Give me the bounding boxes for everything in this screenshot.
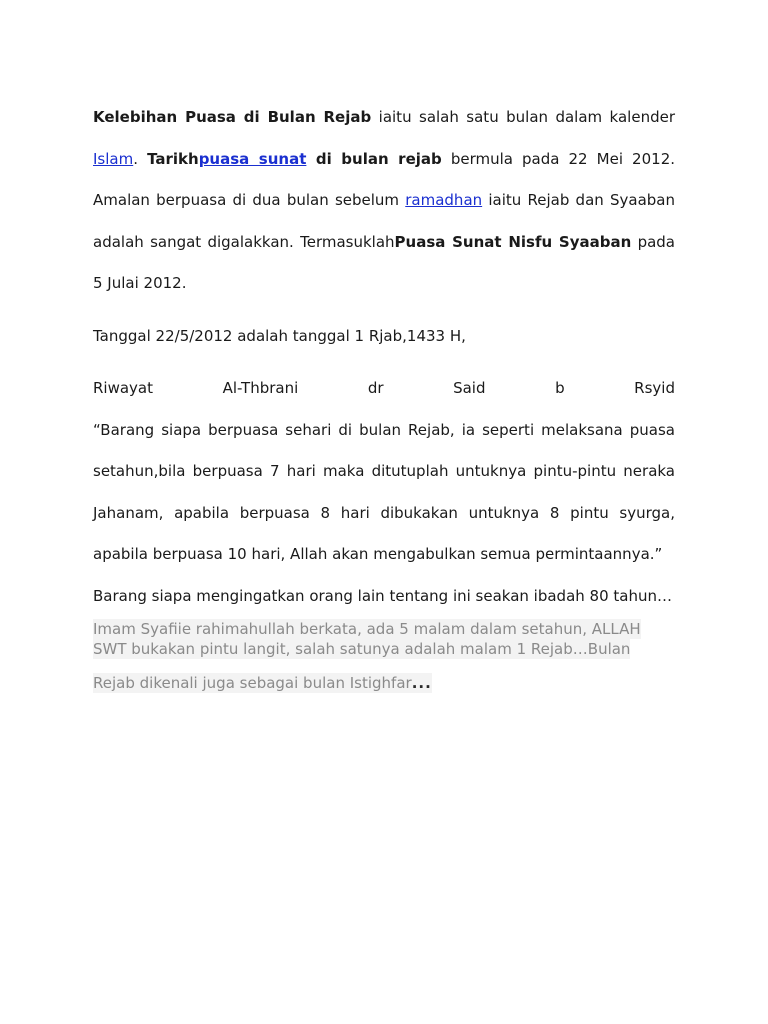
quote-line: SWT bukakan pintu langit, salah satunya adalah malam 1 Rejab…Bulan <box>93 640 631 658</box>
text-segment: iaitu Rejab dan Syaaban adalah sangat digalakkan. Termasuklah <box>93 191 675 251</box>
date-paragraph: Tanggal 22/5/2012 adalah tanggal 1 Rjab,1433 H, <box>93 326 466 345</box>
word: Rsyid <box>634 379 675 397</box>
text-segment: bermula pada 22 Mei 2012. Amalan berpuasa di dua bulan sebelum <box>93 149 675 209</box>
text-segment: pada 5 Julai 2012. <box>93 232 676 292</box>
islam-link[interactable]: Islam <box>93 149 134 168</box>
ellipsis: ... <box>411 674 432 692</box>
bold-title: Kelebihan Puasa di Bulan Rejab <box>93 108 372 126</box>
narration-line <box>93 368 675 410</box>
hadith-quote: “Barang siapa berpuasa sehari di bulan Rejab, ia seperti melaksana puasa setahun,bila berpuasa 7 hari maka ditutuplah untuknya pintu-pintu neraka Jahanam, apabila berpuasa 8 hari dibukakan untuknya 8 pintu syurga, apabila berpuasa 10 hari, Allah akan mengabulkan semua permintaannya.” <box>93 420 675 563</box>
text-segment: . <box>133 149 148 168</box>
word: Said <box>453 379 486 397</box>
bold-bulan-rejab: di bulan rejab <box>306 149 442 168</box>
quote-line-text: Rejab dikenali juga sebagai bulan Istighfar <box>93 674 412 692</box>
bold-nisfu-syaaban: Puasa Sunat Nisfu Syaaban <box>394 232 632 251</box>
text-segment: iaitu salah satu bulan dalam kalender <box>371 108 675 126</box>
word: dr <box>367 379 384 397</box>
reminder-paragraph: Barang siapa mengingatkan orang lain tentang ini seakan ibadah 80 tahun… <box>93 586 672 605</box>
word: b <box>555 379 565 397</box>
document-page <box>93 97 675 693</box>
ramadhan-link[interactable]: ramadhan <box>405 191 483 209</box>
word: Riwayat <box>93 379 153 397</box>
bold-tarikh: Tarikh <box>147 149 199 168</box>
quote-line: Imam Syafiie rahimahullah berkata, ada 5 malam dalam setahun, ALLAH <box>93 620 641 638</box>
intro-paragraph <box>93 97 675 305</box>
puasa-sunat-link[interactable]: puasa sunat <box>198 149 307 168</box>
quote-line-last <box>93 673 432 693</box>
word: Al-Thbrani <box>222 379 299 397</box>
imam-syafiie-quote <box>93 619 675 693</box>
